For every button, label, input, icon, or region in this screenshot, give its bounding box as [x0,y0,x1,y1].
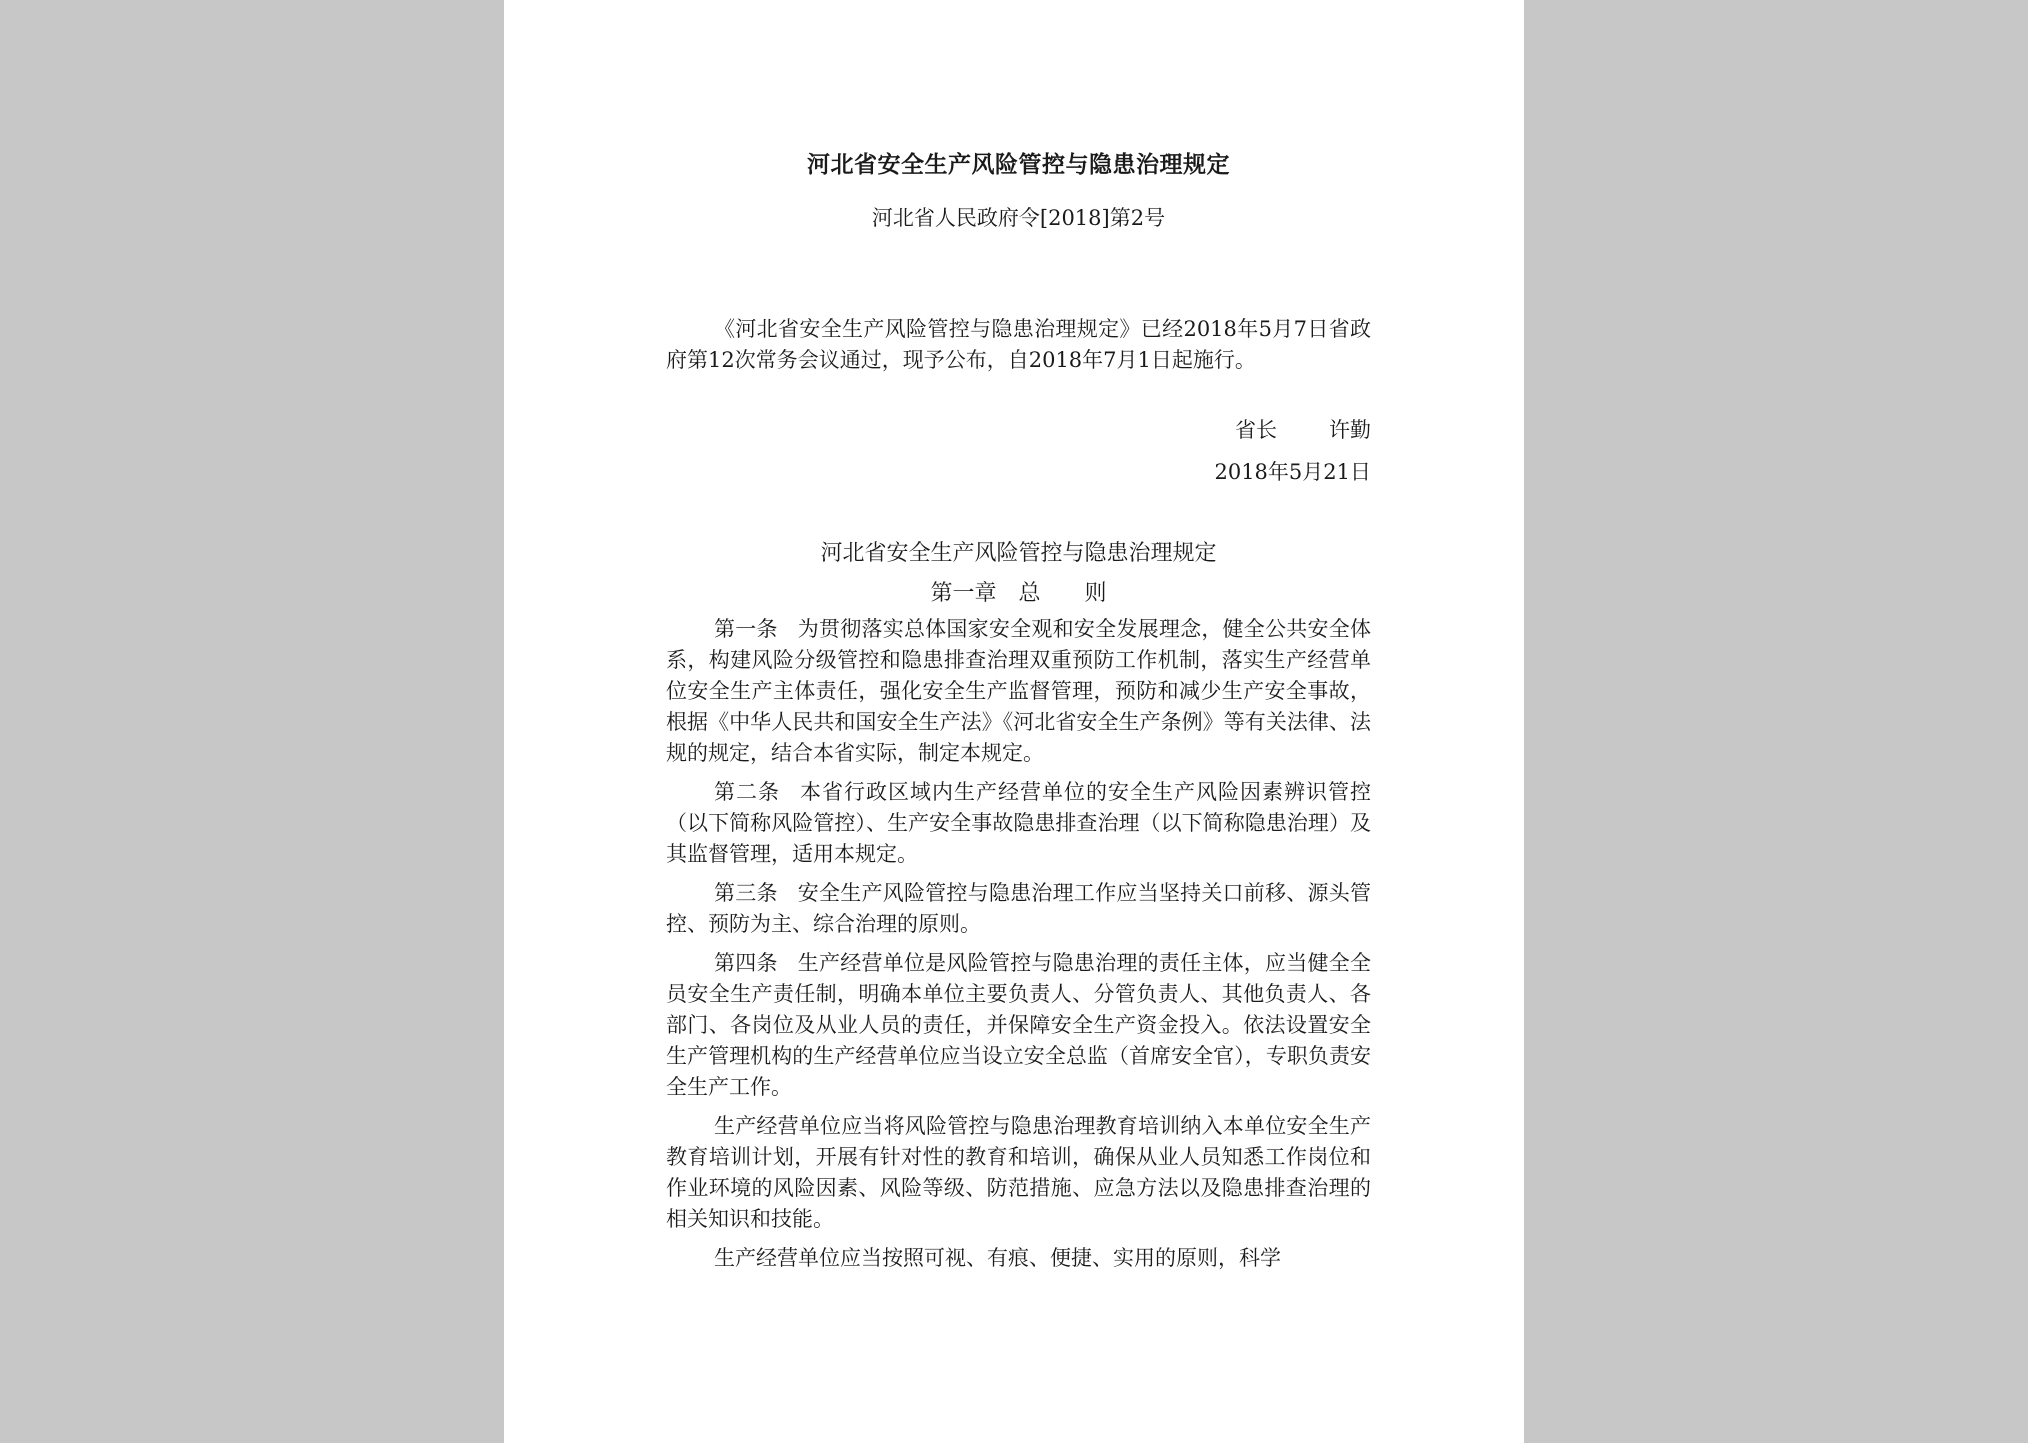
continuation-paragraph [666,1243,1371,1274]
article-text: 生产经营单位是风险管控与隐患治理的责任主体，应当健全全员安全生产责任制，明确本单位主要负责人、分管负责人、其他负责人、各部门、各岗位及从业人员的责任，并保障安全生产资金投入。依法设置安全生产管理机构的生产经营单位应当设立安全总监（首席安全官），专职负责安全生产工作。 [666,951,1372,1099]
article-text: 本省行政区域内生产经营单位的安全生产风险因素辨识管控（以下简称风险管控）、生产安全事故隐患排查治理（以下简称隐患治理）及其监督管理，适用本规定。 [666,780,1371,866]
signature-line [1235,414,1371,444]
order-number: 河北省人民政府令[2018]第2号 [871,206,1166,230]
paragraph-text: 生产经营单位应当将风险管控与隐患治理教育培训纳入本单位安全生产教育培训计划，开展有针对性的教育和培训，确保从业人员知悉工作岗位和作业环境的风险因素、风险等级、防范措施、应急方法以及隐患排查治理的相关知识和技能。 [666,1114,1371,1231]
article-text: 安全生产风险管控与隐患治理工作应当坚持关口前移、源头管控、预防为主、综合治理的原则。 [666,881,1372,936]
article-paragraph [666,777,1371,870]
article-paragraph [666,878,1371,940]
article-number: 第四条 [714,951,778,975]
regulation-body [666,614,1371,1282]
chapter-heading: 第一章 总 则 [930,581,1107,606]
signing-date: 2018年5月21日 [1214,460,1371,484]
paragraph-text: 生产经营单位应当按照可视、有痕、便捷、实用的原则，科学 [714,1246,1281,1270]
signer-title: 省长 [1235,418,1277,442]
document-page [504,0,1524,1443]
document-title: 河北省安全生产风险管控与隐患治理规定 [807,151,1230,178]
promulgation-text: 《河北省安全生产风险管控与隐患治理规定》已经2018年5月7日省政府第12次常务会议通过，现予公布，自2018年7月1日起施行。 [666,317,1371,372]
regulation-title: 河北省安全生产风险管控与隐患治理规定 [820,541,1217,566]
continuation-paragraph [666,1111,1371,1235]
article-number: 第三条 [714,881,778,905]
article-paragraph [666,948,1371,1103]
signer-name: 许勤 [1329,418,1371,442]
article-paragraph [666,614,1371,769]
article-number: 第一条 [714,617,778,641]
article-number: 第二条 [714,780,780,804]
article-text: 为贯彻落实总体国家安全观和安全发展理念，健全公共安全体系，构建风险分级管控和隐患排查治理双重预防工作机制，落实生产经营单位安全生产主体责任，强化安全生产监督管理，预防和减少生产安全事故，根据《中华人民共和国安全生产法》《河北省安全生产条例》等有关法律、法规的规定，结合本省实际，制定本规定。 [666,617,1372,765]
